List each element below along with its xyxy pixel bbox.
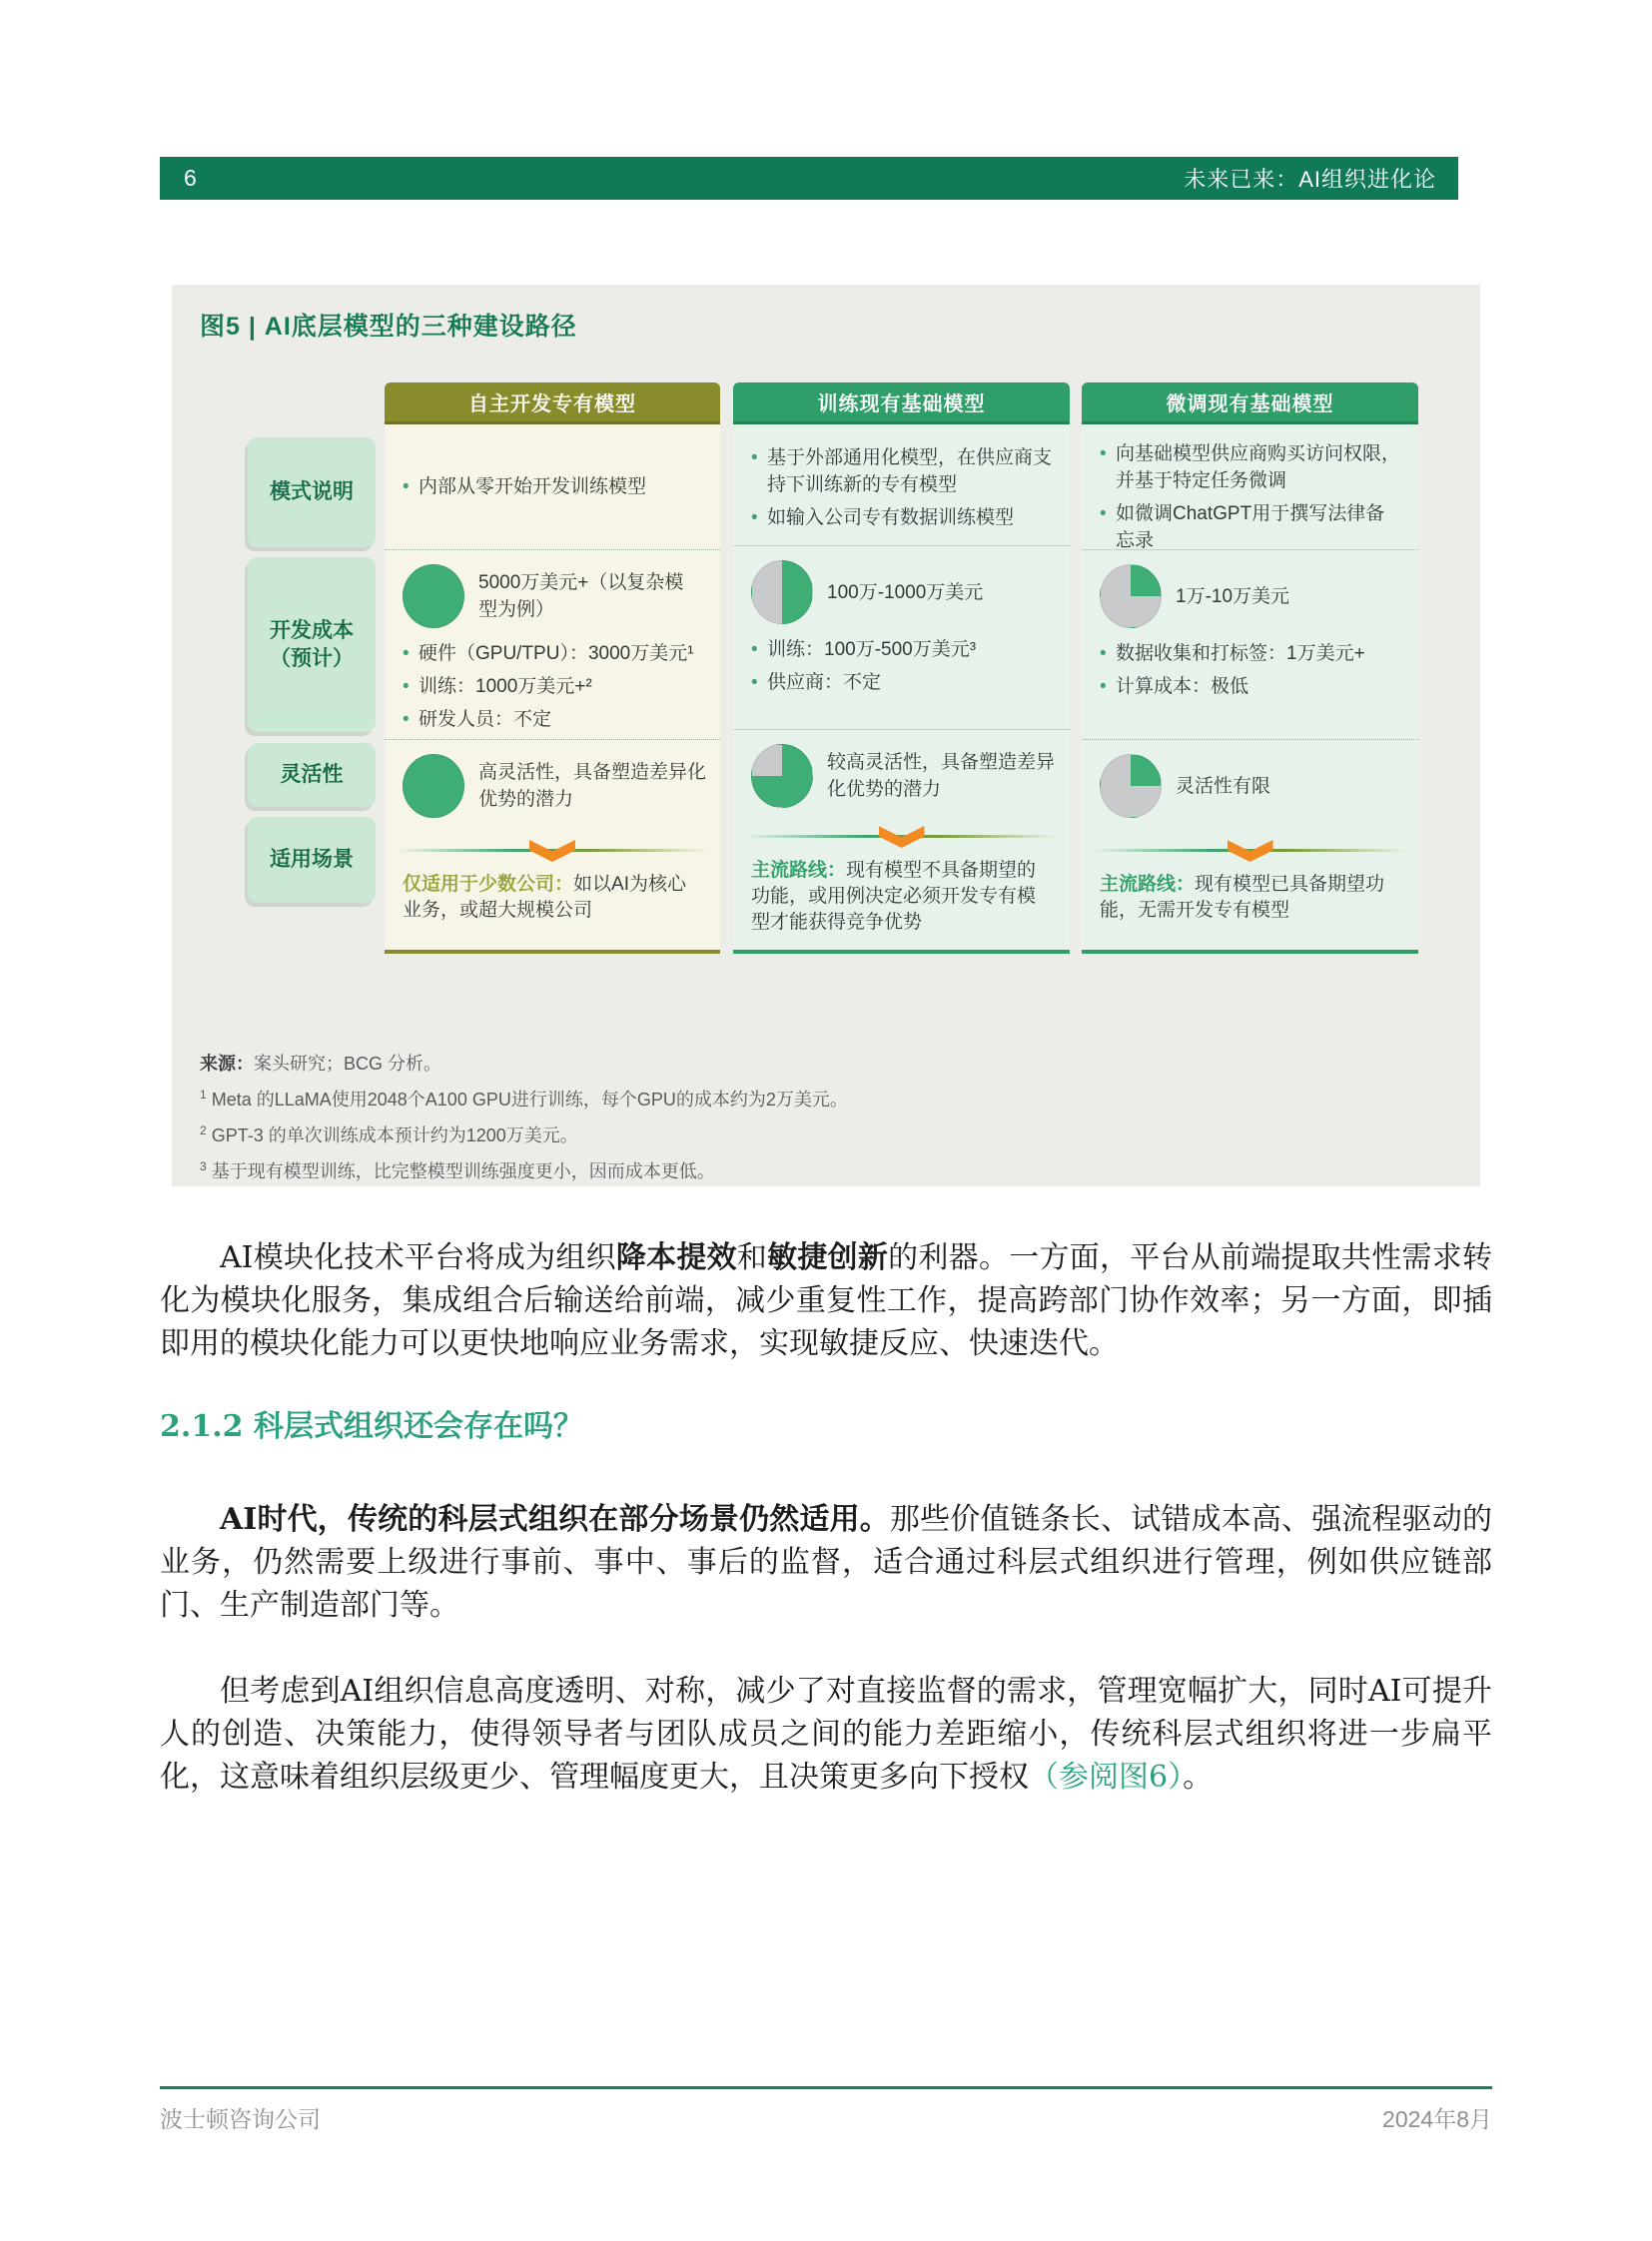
bold-lead: AI时代，传统的科层式组织在部分场景仍然适用。 [220, 1502, 890, 1537]
pie-icon-three-quarters [751, 744, 813, 808]
footnote [200, 1116, 1452, 1151]
cost-headline-row [751, 560, 1052, 624]
cell-scenario [1082, 862, 1418, 950]
source-line [200, 1049, 1452, 1080]
page-header-bar [160, 157, 1458, 200]
bullet-item: • 如输入公司专有数据训练模型 [751, 504, 1052, 531]
figure-title: 图5 | AI底层模型的三种建设路径 [200, 313, 577, 341]
scenario-text: 现有模型不具备期望的功能，或用例决定必须开发专有模型才能获得竞争优势 [751, 860, 1037, 933]
cell-mode [733, 424, 1070, 546]
column-self-develop [385, 382, 720, 954]
chevron-down-icon [879, 826, 925, 848]
footnote-text: GPT-3 的单次训练成本预计约为1200万美元。 [211, 1125, 578, 1145]
cell-scenario [385, 862, 720, 950]
section-heading-212: 2.1.2 科层式组织还会存在吗？ [160, 1409, 583, 1444]
cost-headline: 1万-10万美元 [1176, 585, 1290, 607]
chevron-down-icon [529, 840, 575, 862]
pie-icon-quarter [1100, 564, 1162, 628]
paragraph-platform [160, 1236, 1492, 1365]
gradient-divider [745, 835, 1058, 838]
body-text [160, 1236, 1492, 1799]
scenario-lead: 主流路线： [751, 860, 847, 881]
column-header: 训练现有基础模型 [733, 382, 1070, 424]
flex-row [1100, 754, 1404, 818]
paragraph-text: 的利器。一方面，平台从前端提取共性需求转化为模块化服务，集成组合后输送给前端，减少重复性工作，提高跨部门协作效率；另一方面，即插即用的模块化能力可以更快地响应业务需求，实现敏捷反应、快速迭代。 [160, 1240, 1493, 1361]
flex-row [751, 744, 1056, 808]
pie-icon-full [403, 564, 464, 628]
column-body [1082, 424, 1418, 954]
cell-flexibility [1082, 740, 1418, 862]
row-label-scenario [248, 817, 376, 903]
footnote [200, 1080, 1452, 1116]
cell-mode [385, 424, 720, 550]
cost-headline-row [1100, 564, 1400, 628]
figure-panel [172, 285, 1480, 1186]
paragraph-flattening [160, 1670, 1492, 1799]
footer-date: 2024年8月 [1382, 2106, 1492, 2132]
paragraph-text: 但考虑到AI组织信息高度透明、对称，减少了对直接监督的需求，管理宽幅扩大，同时AI可提升人的创造、决策能力，使得领导者与团队成员之间的能力差距缩小，传统科层式组织将进一步扁平化，这意味着组织层级更少、管理幅度更大，且决策更多向下授权 [160, 1674, 1492, 1795]
footnote [200, 1151, 1452, 1187]
paragraph-text: AI模块化技术平台将成为组织 [220, 1240, 616, 1275]
page-footer [160, 2086, 1492, 2134]
scenario-lead: 主流路线： [1100, 874, 1196, 895]
cell-mode [1082, 424, 1418, 550]
row-label-text: 模式说明 [270, 480, 354, 503]
cost-headline-row [403, 564, 702, 628]
bullet-item: • 计算成本：极低 [1100, 673, 1400, 700]
column-header: 微调现有基础模型 [1082, 382, 1418, 424]
footnote-mark: 3 [200, 1159, 207, 1173]
scenario-text: 如以AI为核心业务，或超大规模公司 [403, 874, 686, 921]
pie-icon-half [751, 560, 813, 624]
bullet-item: • 硬件（GPU/TPU）：3000万美元¹ [403, 640, 702, 667]
cell-flexibility [385, 740, 720, 862]
footnote-text: Meta 的LLaMA使用2048个A100 GPU进行训练，每个GPU的成本约为2万美元。 [211, 1090, 848, 1110]
pie-icon-quarter [1100, 754, 1162, 818]
bullet-item: • 供应商：不定 [751, 669, 1052, 696]
row-label-flexibility [248, 743, 376, 807]
column-finetune-existing [1082, 382, 1418, 954]
column-header: 自主开发专有模型 [385, 382, 720, 424]
gradient-divider [397, 849, 708, 852]
cell-cost [733, 546, 1070, 729]
row-label-text: （预计） [270, 646, 354, 670]
source-text: 案头研究；BCG 分析。 [254, 1054, 442, 1074]
row-label-cost [248, 557, 376, 732]
cost-headline: 100万-1000万美元 [827, 581, 984, 603]
gradient-divider [1094, 849, 1406, 852]
page-number: 6 [184, 165, 197, 191]
paragraph-hierarchy-still-applies [160, 1498, 1492, 1627]
cell-cost [1082, 550, 1418, 740]
document-title: 未来已来：AI组织进化论 [1184, 167, 1436, 192]
row-label-text: 适用场景 [270, 848, 354, 871]
column-body [385, 424, 720, 954]
bullet-item: • 训练：1000万美元+² [403, 673, 702, 700]
cell-scenario [733, 848, 1070, 950]
figure-table [248, 382, 1418, 957]
source-label: 来源： [200, 1054, 254, 1074]
bullet-item: • 向基础模型供应商购买访问权限，并基于特定任务微调 [1100, 440, 1400, 494]
bullet-item: • 研发人员：不定 [403, 706, 702, 733]
scenario-text: 现有模型已具备期望功能，无需开发专有模型 [1100, 874, 1385, 921]
footnote-mark: 2 [200, 1123, 207, 1137]
figure-footnotes [200, 1049, 1452, 1187]
flex-text: 灵活性有限 [1176, 775, 1271, 797]
bullet-item: • 训练：100万-500万美元³ [751, 636, 1052, 663]
cost-headline: 5000万美元+（以复杂模型为例） [478, 572, 684, 620]
flex-row [403, 754, 706, 818]
bullet-item: • 内部从零开始开发训练模型 [403, 473, 702, 500]
column-train-existing [733, 382, 1070, 954]
bold-phrase: 敏捷创新 [767, 1240, 889, 1275]
cell-flexibility [733, 730, 1070, 848]
bullet-item: • 数据收集和打标签：1万美元+ [1100, 640, 1400, 667]
figure6-reference-link[interactable]: （参阅图6） [1029, 1760, 1184, 1795]
cell-cost [385, 550, 720, 740]
bullet-item: • 基于外部通用化模型，在供应商支持下训练新的专有模型 [751, 444, 1052, 498]
row-label-mode [248, 437, 376, 547]
flex-text: 高灵活性，具备塑造差异化优势的潜力 [478, 762, 707, 810]
flex-text: 较高灵活性，具备塑造差异化优势的潜力 [827, 751, 1056, 800]
footer-company: 波士顿咨询公司 [160, 2106, 321, 2132]
pie-icon-full [403, 754, 464, 818]
column-body [733, 424, 1070, 954]
bullet-item: • 如微调ChatGPT用于撰写法律备忘录 [1100, 500, 1400, 554]
chevron-down-icon [1228, 840, 1273, 862]
footnote-mark: 1 [200, 1088, 207, 1102]
paragraph-text: 和 [736, 1240, 768, 1275]
row-label-text: 开发成本 [270, 618, 354, 642]
paragraph-text: 。 [1183, 1760, 1214, 1795]
row-label-text: 灵活性 [280, 763, 344, 786]
footnote-text: 基于现有模型训练，比完整模型训练强度更小，因而成本更低。 [211, 1161, 715, 1181]
scenario-lead: 仅适用于少数公司： [403, 874, 574, 895]
paragraph-text: 那些价值链条长、试错成本高、强流程驱动的业务，仍然需要上级进行事前、事中、事后的监督，适合通过科层式组织进行管理，例如供应链部门、生产制造部门等。 [160, 1502, 1493, 1623]
bold-phrase: 降本提效 [615, 1240, 737, 1275]
